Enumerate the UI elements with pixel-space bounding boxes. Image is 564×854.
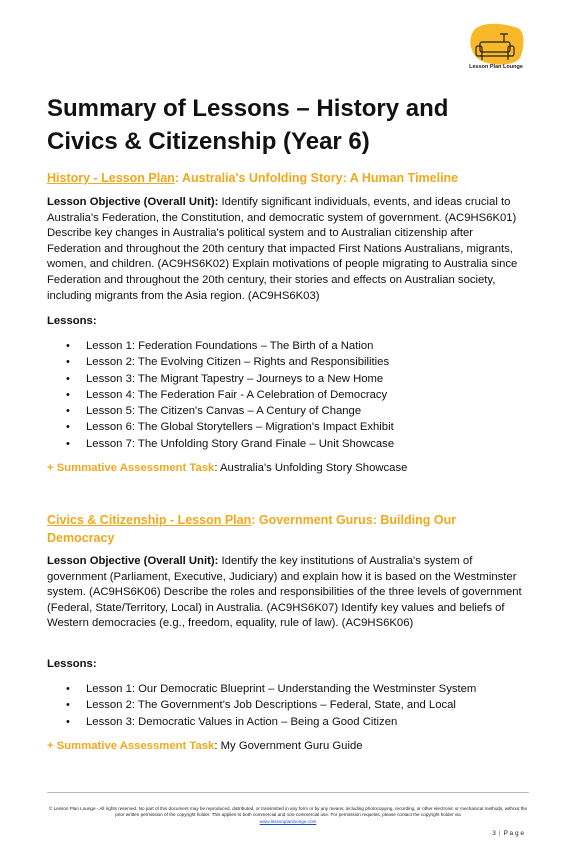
history-unit-title: : Australia's Unfolding Story: A Human Timeline [174,171,459,185]
history-objective [47,195,525,304]
civics-objective-text: Identify the key institutions of Australia's system of government (Parliament, Executive, Judiciary) and explain how it is based on the Westminster system. (AC9HS6K06) Describe the roles and responsibilities of the three levels of government (Federal, State/Territory, Local) in Australia. (AC9HS6K07) Identify key values and beliefs of Western democracies (e.g., freedom, equality, rule of law). (AC9HS6K06) [47,555,522,630]
civics-unit-title: : Government Gurus: Building Our Democracy [47,513,457,545]
list-item: • Lesson 6: The Global Storytellers – Migration's Impact Exhibit [62,419,394,435]
list-item: • Lesson 7: The Unfolding Story Grand Finale – Unit Showcase [62,436,394,452]
history-objective-label: Lesson Objective (Overall Unit): [47,196,219,208]
list-item: • Lesson 3: The Migrant Tapestry – Journeys to a New Home [62,371,394,387]
list-item: • Lesson 4: The Federation Fair - A Celebration of Democracy [62,387,394,403]
copyright-text: © Lesson Plan Lounge - All rights reserved. No part of this document may be reproduced, distributed, or transmitted in any form or by any means, including photocopying, recording, or other electronic or mechanical methods, without the prior written permission of the copyright holder. This applies to both commercial and non-commercial use. For permission requests, please contact the copyright holder via [48,806,528,818]
list-item: • Lesson 5: The Citizen's Canvas – A Century of Change [62,403,394,419]
civics-objective-label: Lesson Objective (Overall Unit): [47,555,219,567]
history-assessment-text: : Australia's Unfolding Story Showcase [214,462,408,474]
logo-text: Lesson Plan Lounge [469,64,523,70]
history-assessment [47,462,407,474]
list-item: • Lesson 1: Federation Foundations – The Birth of a Nation [62,338,394,354]
list-item: • Lesson 3: Democratic Values in Action – Being a Good Citizen [62,714,476,730]
history-lessons-label: Lessons: [47,315,97,327]
history-section-heading [47,169,517,187]
list-item: • Lesson 2: The Government's Job Descriptions – Federal, State, and Local [62,697,476,713]
website-link[interactable]: www.lessonplanlounge.com [259,818,317,824]
list-item: • Lesson 1: Our Democratic Blueprint – Understanding the Westminster System [62,681,476,697]
history-lessons-list [62,338,394,452]
copyright-notice [47,806,529,825]
history-assessment-label[interactable]: + Summative Assessment Task [47,462,215,474]
page-label: P a g e [503,830,524,837]
history-objective-text: Identify significant individuals, events, and ideas crucial to Australia's Federation, the Constitution, and democratic system of government. (AC9HS6K01) Describe key changes in Australia's political system and to Australian citizenship after Federation and throughout the 20th century that impacted First Nations Australians, migrants, women, and children. (AC9HS6K02) Explain motivations of people migrating to Australia since Federation and throughout the 20th century, their stories and effects on Australian society, including migrants from the Asia region. (AC9HS6K03) [47,196,518,302]
civics-assessment-text: : My Government Guru Guide [214,740,363,752]
list-item: • Lesson 2: The Evolving Citizen – Rights and Responsibilities [62,354,394,370]
page-title: Summary of Lessons – History and Civics & Citizenship (Year 6) [47,95,449,155]
civics-lesson-plan-link[interactable]: Civics & Citizenship - Lesson Plan [47,513,252,527]
footer-divider [47,792,529,793]
civics-objective [47,554,525,632]
civics-assessment-label[interactable]: + Summative Assessment Task [47,740,215,752]
civics-section-heading [47,511,517,547]
page-number-separator: | [498,830,501,837]
page-number [492,830,524,837]
logo-blob-shape [470,24,523,65]
history-lesson-plan-link[interactable]: History - Lesson Plan [47,171,175,185]
page-number-value: 3 [492,830,496,837]
civics-assessment [47,740,363,752]
civics-lessons-list [62,681,476,730]
civics-lessons-label: Lessons: [47,658,97,670]
